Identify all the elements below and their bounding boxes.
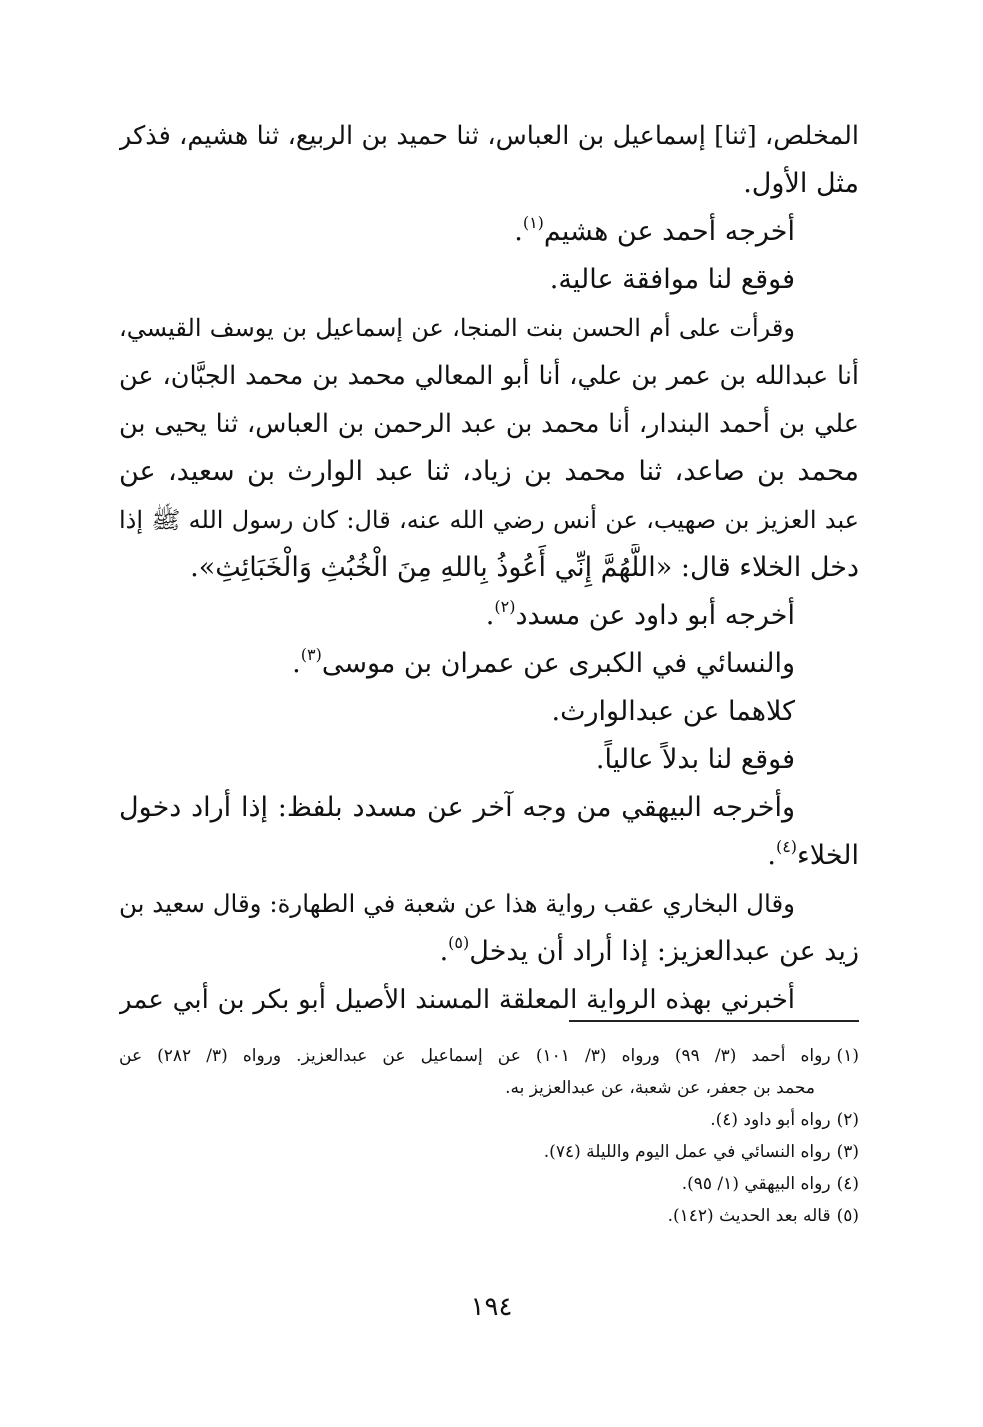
footnote: [119, 1072, 859, 1104]
text-line: [119, 208, 859, 256]
line-text: دخل الخلاء قال: «اللَّهُمَّ إِنِّي أَعُوذُ بِاللهِ مِنَ الْخُبُثِ وَالْخَبَائِثِ».: [190, 552, 859, 583]
footnote-number: (٣): [836, 1142, 859, 1162]
line-text: وقال البخاري عقب رواية هذا عن شعبة في الطهارة: وقال سعيد بن: [119, 889, 795, 918]
text-line: [119, 400, 859, 448]
line-text: وأخرجه البيهقي من وجه آخر عن مسدد بلفظ: إذا أراد دخول: [119, 792, 795, 823]
text-line: [119, 496, 859, 544]
footnote-text: رواه أحمد (٣/ ٩٩) ورواه (٣/ ١٠١) عن إسماعيل عن عبدالعزيز. ورواه (٣/ ٢٨٢) عن: [119, 1046, 831, 1066]
text-line: [119, 928, 859, 976]
main-text: [119, 112, 859, 1024]
footnotes: [119, 1040, 859, 1232]
line-text: أخبرني بهذه الرواية المعلقة المسند الأصيل أبو بكر بن أبي عمر: [119, 985, 795, 1015]
text-line: [119, 256, 859, 304]
footnote: [119, 1136, 859, 1168]
footnote-number: (١): [836, 1046, 859, 1066]
footnote-ref: (١): [522, 213, 544, 232]
line-text: أنا عبدالله بن عمر بن علي، أنا أبو المعالي محمد بن محمد الجبَّان، عن: [119, 361, 859, 391]
footnote-text: قاله بعد الحديث (١٤٢).: [667, 1206, 831, 1226]
line-punct: .: [439, 936, 449, 967]
footnote-number: (٤): [836, 1174, 859, 1194]
line-punct: .: [292, 648, 301, 679]
footnote-ref: (٥): [448, 933, 470, 952]
line-text: والنسائي في الكبرى عن عمران بن موسى: [321, 648, 795, 679]
footnote: [119, 1104, 859, 1136]
page-number: ١٩٤: [470, 1292, 513, 1322]
line-text: أخرجه أبو داود عن مسدد: [515, 600, 795, 631]
footnote: [119, 1200, 859, 1232]
line-punct: .: [485, 600, 495, 631]
line-text: محمد بن صاعد، ثنا محمد بن زياد، ثنا عبد الوارث بن سعيد، عن: [119, 456, 859, 487]
text-line: [119, 352, 859, 400]
line-text: علي بن أحمد البندار، أنا محمد بن عبد الرحمن بن العباس، ثنا يحيى بن: [119, 409, 859, 439]
line-text: الخلاء: [797, 840, 859, 871]
text-line: [119, 688, 859, 736]
text-line: [119, 976, 859, 1024]
text-line: [119, 832, 859, 880]
footnote: [119, 1168, 859, 1200]
line-text: وقرأت على أم الحسن بنت المنجا، عن إسماعيل بن يوسف القيسي،: [119, 314, 795, 342]
footnote-text: رواه أبو داود (٤).: [710, 1110, 831, 1130]
text-line: [119, 592, 859, 640]
text-line: [119, 448, 859, 496]
line-text: عبد العزيز بن صهيب، عن أنس رضي الله عنه، قال: كان رسول الله ﷺ إذا: [119, 506, 859, 534]
text-line: [119, 160, 859, 208]
text-line: [119, 304, 859, 352]
line-punct: .: [514, 216, 523, 247]
footnote-separator: [569, 1020, 859, 1022]
text-line: [119, 784, 859, 832]
footnote-text: رواه البيهقي (١/ ٩٥).: [681, 1174, 831, 1194]
text-line: [119, 736, 859, 784]
footnote-number: (٥): [836, 1206, 859, 1226]
footnote-ref: (٢): [494, 597, 516, 616]
line-text: فوقع لنا موافقة عالية.: [549, 264, 795, 295]
text-line: [119, 544, 859, 592]
footnote-ref: (٤): [775, 837, 798, 856]
line-text: فوقع لنا بدلاً عالياً.: [595, 744, 795, 775]
line-text: مثل الأول.: [743, 168, 859, 199]
line-text: زيد عن عبدالعزيز: إذا أراد أن يدخل: [469, 936, 859, 967]
footnote-ref: (٣): [300, 645, 322, 664]
text-line: [119, 880, 859, 928]
text-line: [119, 640, 859, 688]
line-text: كلاهما عن عبدالوارث.: [551, 696, 795, 727]
footnote: [119, 1040, 859, 1072]
line-punct: .: [767, 840, 776, 871]
text-line: [119, 112, 859, 160]
footnote-text: محمد بن جعفر، عن شعبة، عن عبدالعزيز به.: [505, 1078, 815, 1098]
line-text: أخرجه أحمد عن هشيم: [543, 216, 795, 247]
footnote-text: رواه النسائي في عمل اليوم والليلة (٧٤).: [543, 1142, 831, 1162]
line-text: المخلص، [ثنا] إسماعيل بن العباس، ثنا حميد بن الربيع، ثنا هشيم، فذكر: [119, 121, 859, 151]
footnote-number: (٢): [836, 1110, 859, 1130]
